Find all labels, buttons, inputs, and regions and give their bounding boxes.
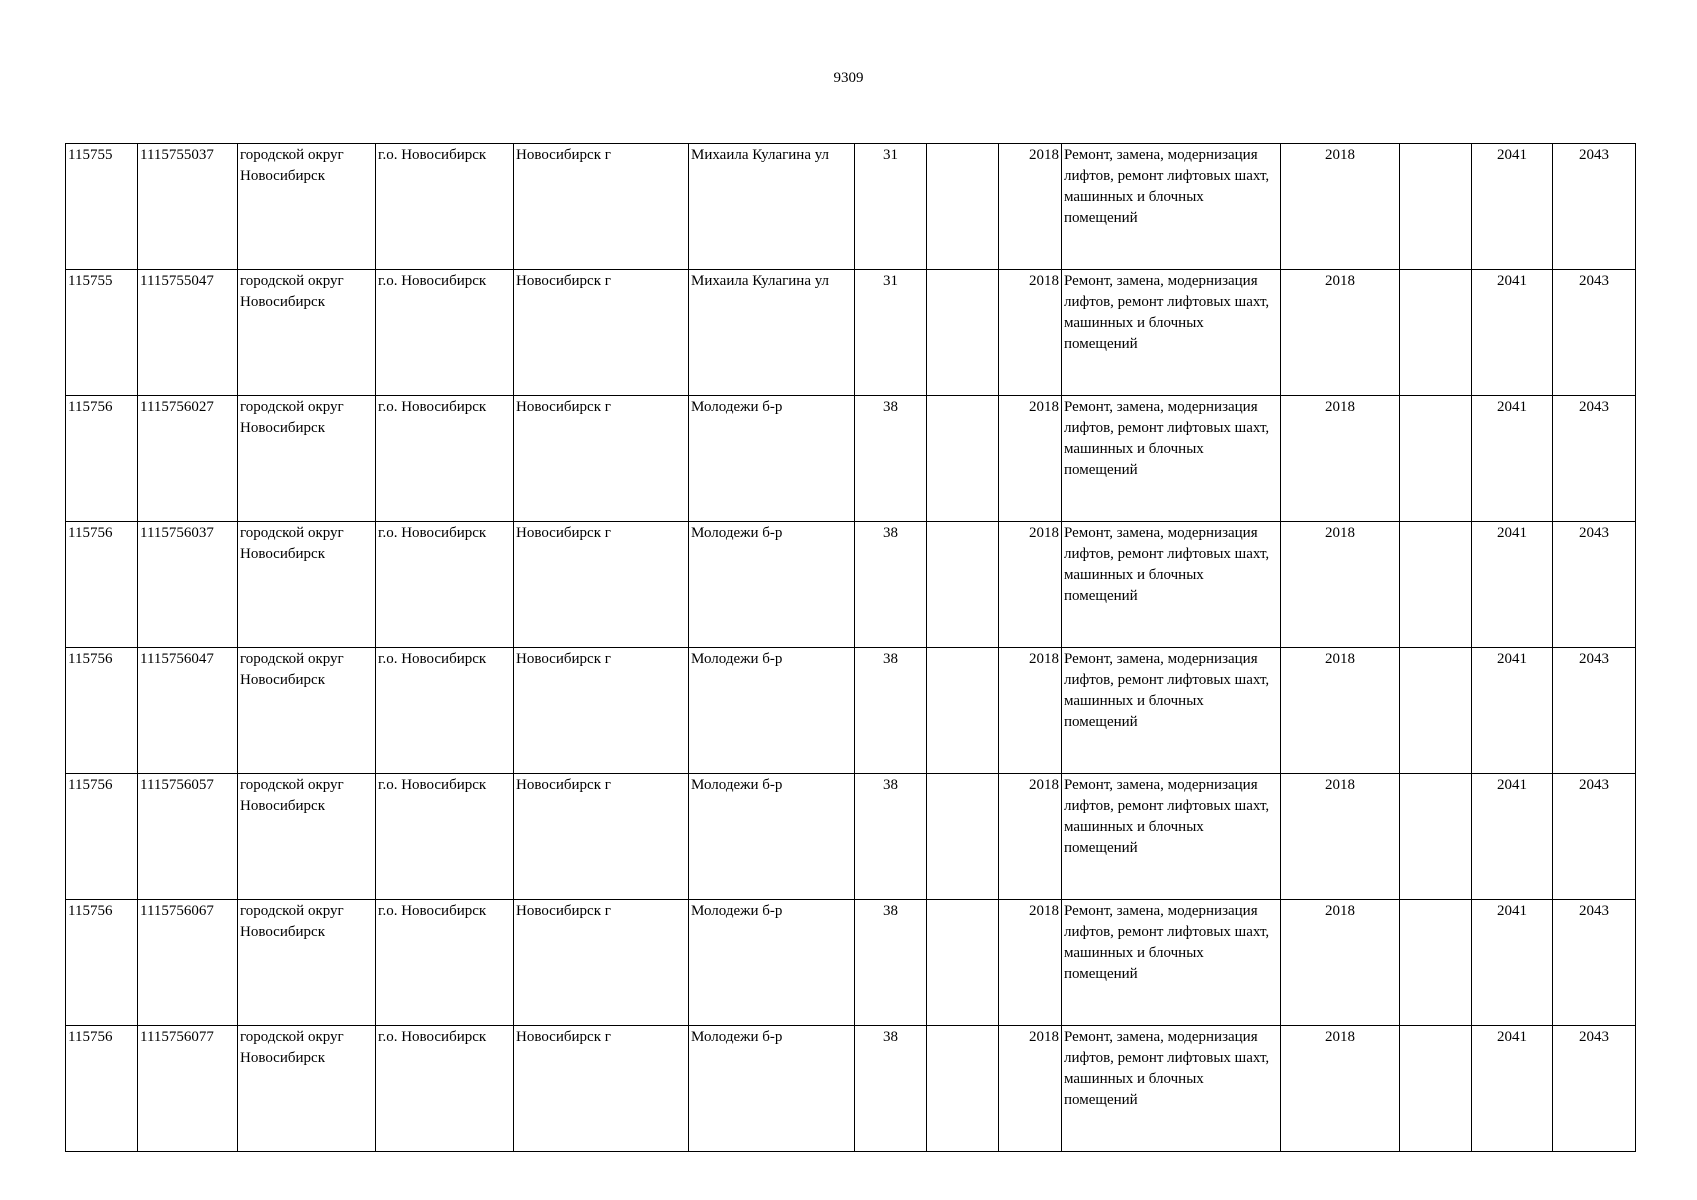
cell-period-start: 2041: [1472, 522, 1553, 648]
cell-house-code: 115756: [66, 648, 138, 774]
cell-building: [927, 900, 999, 1026]
cell-settlement: г.о. Новосибирск: [376, 270, 514, 396]
cell-locality: Новосибирск г: [514, 900, 689, 1026]
cell-year: 2018: [999, 1026, 1062, 1152]
cell-empty: [1400, 144, 1472, 270]
cell-period-end: 2043: [1553, 774, 1636, 900]
cell-year: 2018: [999, 522, 1062, 648]
cell-work-type: Ремонт, замена, модернизация лифтов, ремонт лифтовых шахт, машинных и блочных помещений: [1062, 144, 1281, 270]
cell-street: Михаила Кулагина ул: [689, 270, 855, 396]
table-row: [66, 648, 1636, 774]
cell-settlement: г.о. Новосибирск: [376, 900, 514, 1026]
cell-year: 2018: [999, 144, 1062, 270]
cell-building: [927, 774, 999, 900]
cell-year-2: 2018: [1281, 900, 1400, 1026]
cell-locality: Новосибирск г: [514, 396, 689, 522]
cell-year: 2018: [999, 270, 1062, 396]
cell-street: Молодежи б-р: [689, 522, 855, 648]
cell-municipality: городской округ Новосибирск: [238, 144, 376, 270]
cell-house-code: 115756: [66, 396, 138, 522]
cell-element-code: 1115755037: [138, 144, 238, 270]
table-row: [66, 144, 1636, 270]
cell-empty: [1400, 900, 1472, 1026]
cell-element-code: 1115756057: [138, 774, 238, 900]
table-row: [66, 522, 1636, 648]
cell-municipality: городской округ Новосибирск: [238, 270, 376, 396]
cell-settlement: г.о. Новосибирск: [376, 648, 514, 774]
cell-building: [927, 522, 999, 648]
cell-building: [927, 396, 999, 522]
cell-element-code: 1115756027: [138, 396, 238, 522]
cell-year: 2018: [999, 648, 1062, 774]
cell-municipality: городской округ Новосибирск: [238, 1026, 376, 1152]
cell-work-type: Ремонт, замена, модернизация лифтов, ремонт лифтовых шахт, машинных и блочных помещений: [1062, 270, 1281, 396]
cell-period-start: 2041: [1472, 648, 1553, 774]
cell-empty: [1400, 774, 1472, 900]
cell-element-code: 1115756037: [138, 522, 238, 648]
cell-period-end: 2043: [1553, 270, 1636, 396]
cell-house-code: 115756: [66, 774, 138, 900]
cell-year-2: 2018: [1281, 774, 1400, 900]
cell-empty: [1400, 522, 1472, 648]
cell-element-code: 1115756047: [138, 648, 238, 774]
register-table: [65, 143, 1636, 1152]
cell-building: [927, 144, 999, 270]
table-row: [66, 270, 1636, 396]
cell-locality: Новосибирск г: [514, 522, 689, 648]
cell-settlement: г.о. Новосибирск: [376, 1026, 514, 1152]
cell-year-2: 2018: [1281, 648, 1400, 774]
cell-locality: Новосибирск г: [514, 270, 689, 396]
cell-locality: Новосибирск г: [514, 648, 689, 774]
cell-period-start: 2041: [1472, 774, 1553, 900]
cell-house-number: 31: [855, 144, 927, 270]
cell-work-type: Ремонт, замена, модернизация лифтов, ремонт лифтовых шахт, машинных и блочных помещений: [1062, 522, 1281, 648]
cell-locality: Новосибирск г: [514, 774, 689, 900]
cell-house-code: 115756: [66, 900, 138, 1026]
cell-house-number: 38: [855, 396, 927, 522]
table-row: [66, 396, 1636, 522]
cell-year-2: 2018: [1281, 1026, 1400, 1152]
table-row: [66, 900, 1636, 1026]
cell-period-end: 2043: [1553, 522, 1636, 648]
cell-work-type: Ремонт, замена, модернизация лифтов, ремонт лифтовых шахт, машинных и блочных помещений: [1062, 396, 1281, 522]
cell-building: [927, 270, 999, 396]
cell-municipality: городской округ Новосибирск: [238, 900, 376, 1026]
cell-empty: [1400, 396, 1472, 522]
cell-period-start: 2041: [1472, 270, 1553, 396]
cell-municipality: городской округ Новосибирск: [238, 396, 376, 522]
table-row: [66, 1026, 1636, 1152]
cell-building: [927, 648, 999, 774]
cell-year-2: 2018: [1281, 270, 1400, 396]
cell-period-start: 2041: [1472, 144, 1553, 270]
cell-empty: [1400, 270, 1472, 396]
cell-house-code: 115756: [66, 522, 138, 648]
cell-house-number: 38: [855, 900, 927, 1026]
cell-work-type: Ремонт, замена, модернизация лифтов, ремонт лифтовых шахт, машинных и блочных помещений: [1062, 900, 1281, 1026]
register-body: [66, 144, 1636, 1152]
cell-element-code: 1115756067: [138, 900, 238, 1026]
cell-house-code: 115756: [66, 1026, 138, 1152]
cell-municipality: городской округ Новосибирск: [238, 774, 376, 900]
cell-municipality: городской округ Новосибирск: [238, 522, 376, 648]
table-row: [66, 774, 1636, 900]
cell-street: Молодежи б-р: [689, 396, 855, 522]
cell-house-number: 38: [855, 1026, 927, 1152]
cell-period-end: 2043: [1553, 396, 1636, 522]
cell-year-2: 2018: [1281, 144, 1400, 270]
cell-period-end: 2043: [1553, 144, 1636, 270]
cell-street: Молодежи б-р: [689, 900, 855, 1026]
cell-street: Михаила Кулагина ул: [689, 144, 855, 270]
cell-period-start: 2041: [1472, 1026, 1553, 1152]
cell-year-2: 2018: [1281, 396, 1400, 522]
cell-period-end: 2043: [1553, 648, 1636, 774]
cell-work-type: Ремонт, замена, модернизация лифтов, ремонт лифтовых шахт, машинных и блочных помещений: [1062, 774, 1281, 900]
cell-period-end: 2043: [1553, 900, 1636, 1026]
cell-work-type: Ремонт, замена, модернизация лифтов, ремонт лифтовых шахт, машинных и блочных помещений: [1062, 648, 1281, 774]
cell-house-number: 31: [855, 270, 927, 396]
cell-empty: [1400, 648, 1472, 774]
cell-house-code: 115755: [66, 270, 138, 396]
cell-house-number: 38: [855, 522, 927, 648]
cell-year: 2018: [999, 396, 1062, 522]
page-number: 9309: [833, 70, 864, 86]
cell-year-2: 2018: [1281, 522, 1400, 648]
cell-locality: Новосибирск г: [514, 144, 689, 270]
cell-element-code: 1115755047: [138, 270, 238, 396]
cell-house-number: 38: [855, 774, 927, 900]
cell-settlement: г.о. Новосибирск: [376, 144, 514, 270]
cell-street: Молодежи б-р: [689, 774, 855, 900]
cell-settlement: г.о. Новосибирск: [376, 774, 514, 900]
cell-work-type: Ремонт, замена, модернизация лифтов, ремонт лифтовых шахт, машинных и блочных помещений: [1062, 1026, 1281, 1152]
cell-street: Молодежи б-р: [689, 648, 855, 774]
cell-street: Молодежи б-р: [689, 1026, 855, 1152]
cell-period-start: 2041: [1472, 396, 1553, 522]
cell-year: 2018: [999, 774, 1062, 900]
cell-year: 2018: [999, 900, 1062, 1026]
cell-period-end: 2043: [1553, 1026, 1636, 1152]
cell-house-code: 115755: [66, 144, 138, 270]
cell-settlement: г.о. Новосибирск: [376, 396, 514, 522]
cell-house-number: 38: [855, 648, 927, 774]
cell-locality: Новосибирск г: [514, 1026, 689, 1152]
cell-building: [927, 1026, 999, 1152]
cell-settlement: г.о. Новосибирск: [376, 522, 514, 648]
cell-period-start: 2041: [1472, 900, 1553, 1026]
cell-empty: [1400, 1026, 1472, 1152]
cell-municipality: городской округ Новосибирск: [238, 648, 376, 774]
cell-element-code: 1115756077: [138, 1026, 238, 1152]
